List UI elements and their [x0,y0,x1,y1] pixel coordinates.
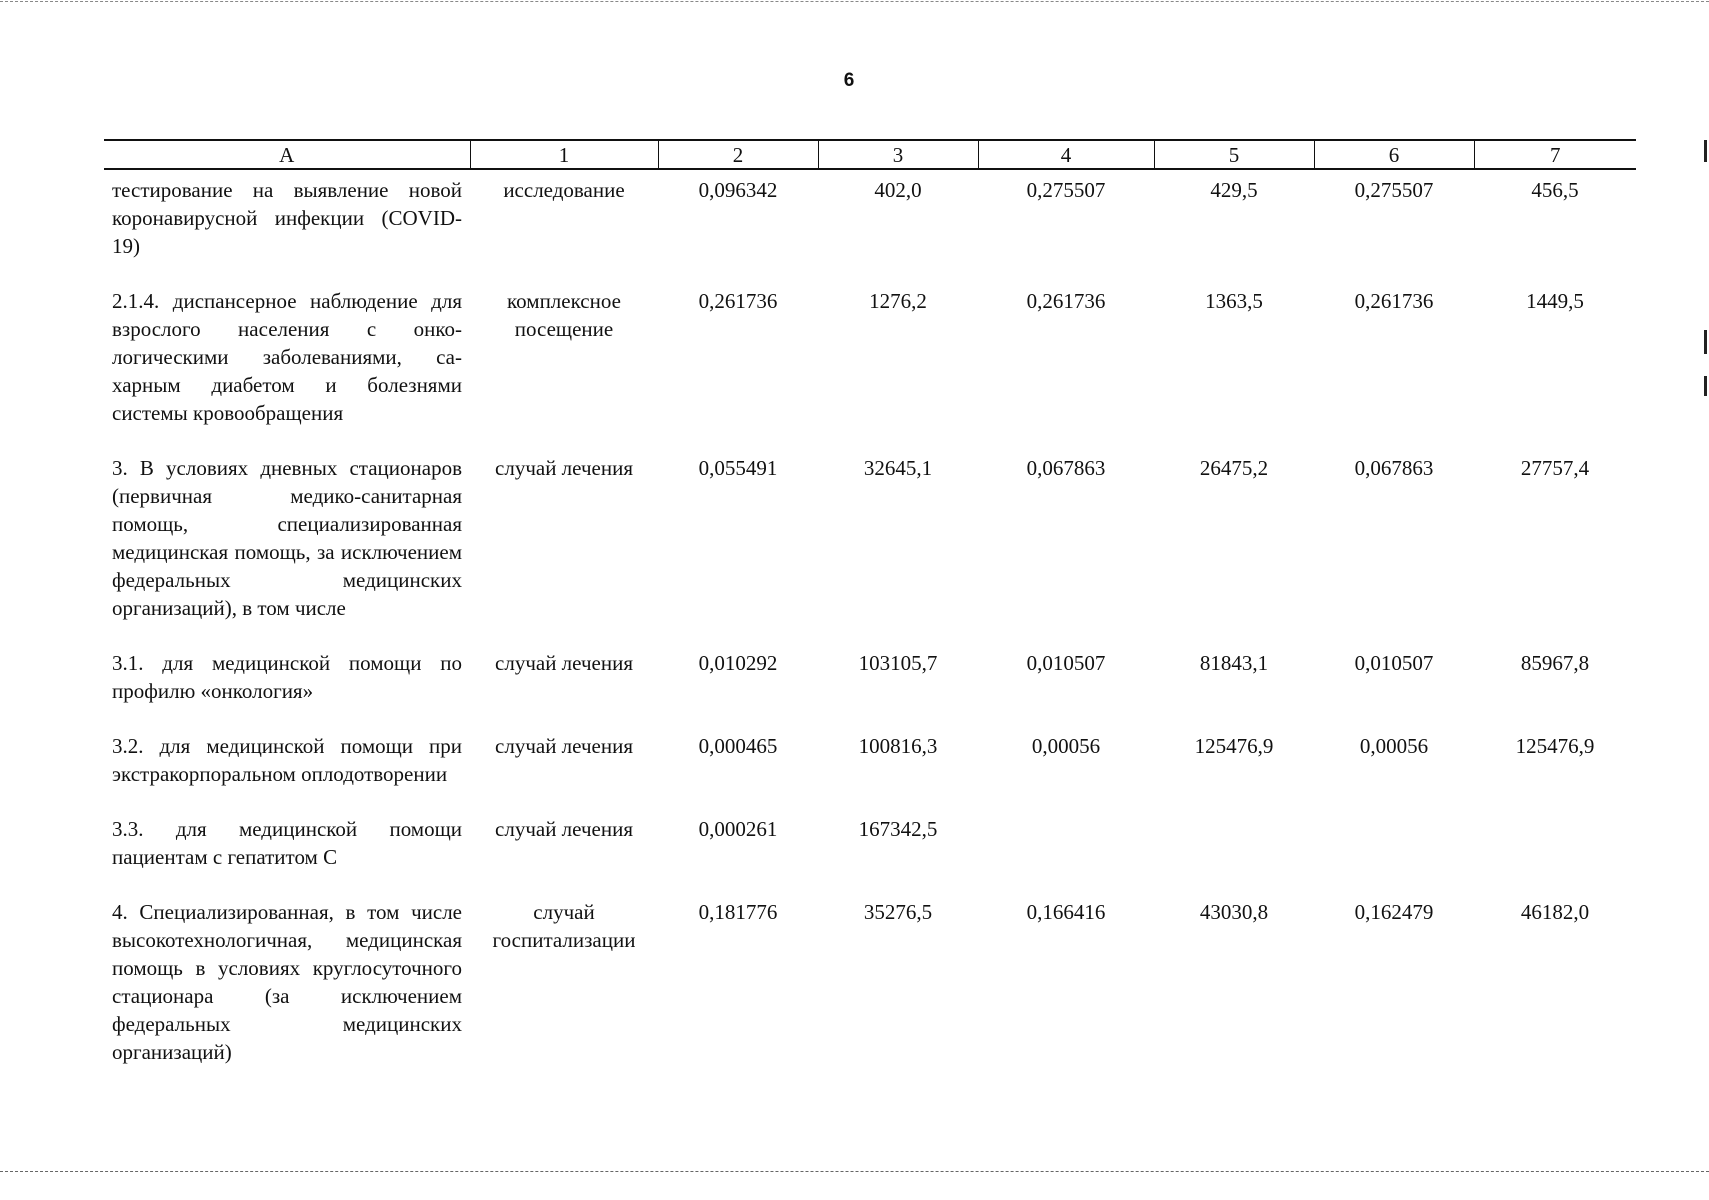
column-header: 6 [1314,140,1474,169]
table-cell: 43030,8 [1199,900,1269,924]
table-cell [1314,809,1474,892]
data-table [104,139,1636,1087]
row-label: тестирование на выявление новой коронавирусной инфекции (COVID-19) [112,178,462,258]
table-cell: 103105,7 [858,651,938,675]
row-label: 3.3. для медицинской помощи пациентам с гепатитом С [112,817,462,869]
row-unit: комплексное посещение [507,289,621,341]
table-cell: 26475,2 [1199,456,1269,480]
table-row [104,448,1636,643]
table-cell: 125476,9 [1194,734,1274,758]
table-cell: 0,096342 [698,178,778,202]
table-row [104,892,1636,1087]
table-cell: 0,010292 [698,651,778,675]
table-cell [1474,809,1636,892]
table-cell: 1276,2 [869,289,927,313]
table-cell [1154,809,1314,892]
column-header: 1 [470,140,658,169]
table-cell: 0,00056 [1031,734,1101,758]
table-cell: 0,010507 [1026,651,1106,675]
table-cell: 125476,9 [1515,734,1595,758]
table-cell: 0,067863 [1026,456,1106,480]
table-cell: 35276,5 [863,900,933,924]
page-number: 6 [843,70,855,91]
table-cell: 0,000465 [698,734,778,758]
table-cell [978,809,1154,892]
column-header: 5 [1154,140,1314,169]
row-label: 2.1.4. диспансерное наблюдение для взрослого населения с онкологическими заболеваниями, сахарным диабетом и болезнями системы кровообращения [112,289,462,425]
row-unit: исследование [503,178,625,202]
table-cell: 1363,5 [1205,289,1263,313]
table-cell: 0,261736 [1026,289,1106,313]
column-header: 3 [818,140,978,169]
row-label: 3. В условиях дневных стационаров (первичная медико-санитарная помощь, специализированная медицинская помощь, за исключением федеральных медицинских организаций), в том числе [112,456,462,620]
table-cell: 81843,1 [1199,651,1269,675]
scan-edge-line-top [0,1,1709,3]
table-row [104,809,1636,892]
scan-edge-mark [1704,376,1707,396]
column-header: А [104,140,470,169]
table-cell: 0,000261 [698,817,778,841]
table-cell: 0,261736 [1354,289,1434,313]
table-row [104,726,1636,809]
table-row [104,643,1636,726]
table-cell: 402,0 [874,178,922,202]
table-row [104,169,1636,281]
scan-edge-mark [1704,140,1707,162]
row-label: 3.2. для медицинской помощи при экстракорпоральном оплодотворении [112,734,462,786]
table-cell: 100816,3 [858,734,938,758]
column-header: 2 [658,140,818,169]
table-row [104,281,1636,448]
table-cell: 0,261736 [698,289,778,313]
row-unit: случай лечения [495,817,633,841]
column-header: 4 [978,140,1154,169]
row-unit: случай лечения [495,651,633,675]
table-cell: 0,275507 [1026,178,1106,202]
table-cell: 0,00056 [1359,734,1429,758]
table-cell: 0,181776 [698,900,778,924]
scan-edge-mark [1704,330,1707,354]
scan-edge-line-bottom [0,1171,1709,1173]
column-header: 7 [1474,140,1636,169]
table-cell: 0,067863 [1354,456,1434,480]
row-unit: случай госпитализации [492,900,636,952]
table-cell: 167342,5 [858,817,938,841]
table-cell: 0,055491 [698,456,778,480]
row-label: 3.1. для медицинской помощи по профилю «онкология» [112,651,462,703]
table-cell: 0,010507 [1354,651,1434,675]
table-cell: 429,5 [1210,178,1258,202]
table-cell: 0,166416 [1026,900,1106,924]
row-label: 4. Специализированная, в том числе высокотехнологичная, медицинская помощь в условиях круглосуточного стационара (за исключением федеральных медицинских организаций) [112,900,462,1064]
table-cell: 46182,0 [1520,900,1590,924]
table-cell: 27757,4 [1520,456,1590,480]
row-unit: случай лечения [495,734,633,758]
table-header-row [104,140,1636,169]
table-cell: 85967,8 [1520,651,1590,675]
table-cell: 456,5 [1531,178,1579,202]
row-unit: случай лечения [495,456,633,480]
table-cell: 32645,1 [863,456,933,480]
table-cell: 1449,5 [1526,289,1584,313]
table-cell: 0,275507 [1354,178,1434,202]
table-cell: 0,162479 [1354,900,1434,924]
